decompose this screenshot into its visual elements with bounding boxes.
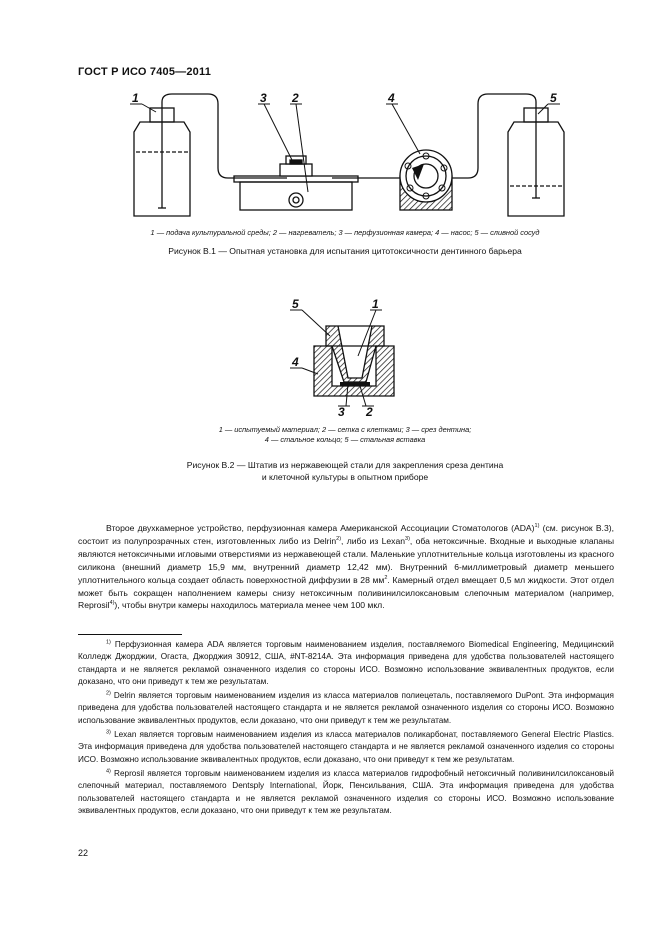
dentin-slice [340,382,370,386]
supply-tube [162,94,287,178]
figure1-label-1: 1 [132,91,139,105]
drain-vessel-bottle [508,102,564,216]
figure-1-apparatus-diagram [112,88,582,223]
figure2-label-4: 4 [292,355,299,369]
page-number: 22 [78,848,89,858]
figure2-legend [150,425,540,445]
figure2-label-2: 2 [366,405,373,418]
perfusion-chamber [280,156,312,176]
figure2-legend-line-2: 4 — стальное кольцо; 5 — стальная вставка [264,435,426,444]
figure2-label-1: 1 [372,297,379,311]
figure1-label-5: 5 [550,91,557,105]
footnote-2: $^{2)}$ Delrin является торговым наименованием изделия из класса материалов полиецеталь, поставляемого DuPont. Эта информация приведена для удобства пользователей настоящего стандарта и не является рекламой означенного изделия со стороны ИСО. Возможно использование эквивалентных продуктов, если доказано, что они приведут к тем же результатам. [78,690,614,725]
footnote-4: $^{4)}$ Reprosil является торговым наименованием изделия из класса материалов гидрофобный нетоксичный поливинилсилоксановый слепочный материал, поставляемого Dentsply International, Йорк, Пенсильвания, США. Эта информация приведена для удобства пользователей настоящего стандарта и не является рекламой означенного изделия со стороны ИСО. Возможно использование эквивалентных продуктов, если доказано, что они приведут к тем же результатам. [78,768,614,815]
figure1-label-3: 3 [260,91,267,105]
figure2-label-5: 5 [292,297,299,311]
steel-ring [314,346,394,396]
figure1-legend: 1 — подача культуральной среды; 2 — нагреватель; 3 — перфузионная камера; 4 — насос; 5 — сливной сосуд [150,228,540,237]
culture-medium-bottle [134,102,190,216]
pump [400,150,452,210]
figure2-title-line-2: и клеточной культуры в опытном приборе [261,472,429,482]
figure-2-holder-diagram [286,296,406,418]
steel-insert [326,326,384,382]
footnote-3: $^{3)}$ Lexan является торговым наименованием изделия из класса материалов поликарбонат, поставляемого General Electric Plastics. Эта информация приведена для удобства пользователей настоящего стандарта и не является рекламой означенного изделия со стороны ИСО. Возможно использование эквивалентных продуктов, если доказано, что они приведут к тем же результатам. [78,729,614,764]
document-header: ГОСТ Р ИСО 7405—2011 [78,66,212,78]
figure1-label-4: 4 [388,91,395,105]
figure1-label-2: 2 [292,91,299,105]
figure2-title [130,459,560,483]
footnote-divider [78,634,182,635]
figure2-legend-line-1: 1 — испытуемый материал; 2 — сетка с клетками; 3 — срез дентина; [218,425,472,434]
body-text [78,522,614,612]
footnote-1: $^{1)}$ Перфузионная камера ADA является торговым наименованием изделия, поставляемого Biomedical Engineering, Медицинский Колледж Джорджии, Огаста, Джорджия 30912, США, #NT-8214A. Эта информация приведена для удобства пользователей настоящего стандарта и не является рекламой означенного изделия со стороны ИСО. Возможно использование эквивалентных продуктов, если доказано, что они приведут к тем же результатам. [78,639,614,686]
figure1-title: Рисунок В.1 — Опытная установка для испытания цитотоксичности дентинного барьера [168,246,522,256]
figure2-title-line-1: Рисунок В.2 — Штатив из нержавеющей стали для закрепления среза дентина [186,460,504,470]
body-paragraph: Второе двухкамерное устройство, перфузионная камера Американской Ассоциации Стоматологов (ADA)$^{1)}$ (см. рисунок В.3), состоит из полупрозрачных стен, изготовленных либо из Delrin$^{2)}$, либо из Lexan$^{3)}$, оба нетоксичные. Входные и выходные клапаны являются нетоксичными игловыми отверстиями из нержавеющей стали. Маленькие уплотнительные кольца изготовлены из красного силикона (внешний диаметр 15,9 мм, внутренний диаметр 12,42 мм). Внутренний 6-миллиметровый диаметр меньшего уплотнительного кольца создает область поверхностной диффузии в 28 $мм^2$. Камерный отдел вмещает 0,5 мл жидкости. Этот отдел может быть сокращен наполнением камеры снизу нетоксичным поливинилсилоксановым слепочным материалом (например, Reprosil$^{4)}$), чтобы внутри камеры находилось материала менее чем 100 мкл. [78,523,614,611]
figure2-label-3: 3 [338,405,345,418]
heater [234,176,358,210]
footnotes [78,639,614,819]
